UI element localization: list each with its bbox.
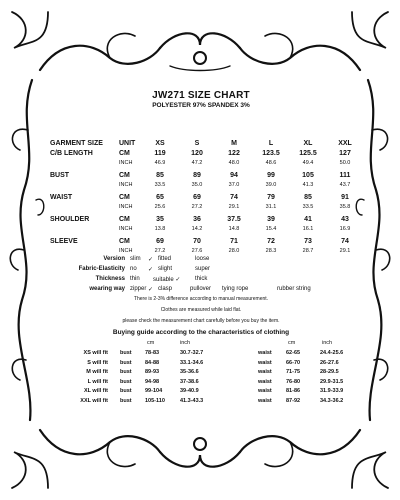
property-option: thick — [195, 276, 208, 282]
guide-waist-cm: 71-75 — [286, 369, 301, 375]
value-xs-inch: 13.8 — [154, 226, 166, 232]
value-xs-inch: 33.5 — [154, 182, 166, 188]
guide-bust-label: bust — [120, 369, 132, 375]
guide-bust-cm: 94-98 — [145, 378, 160, 385]
value-xl-cm: 105 — [302, 172, 314, 179]
value-xxl-inch: 29.1 — [339, 248, 351, 254]
guide-waist-cm: 62-65 — [286, 350, 301, 356]
note-difference: There is 2-3% difference according to manual measurement. — [133, 296, 269, 302]
value-s-inch: 27.6 — [191, 248, 203, 254]
value-m-cm: 71 — [230, 238, 238, 245]
measurement-row-inch — [40, 248, 362, 256]
property-label: Thickness — [95, 276, 125, 282]
unit-inch: INCH — [119, 226, 133, 232]
value-xxl-cm: 74 — [341, 238, 349, 245]
value-xs-inch: 46.9 — [154, 160, 166, 166]
guide-waist-inch: 26-27.6 — [320, 359, 339, 366]
size-xxl-header: XXL — [338, 140, 352, 147]
unit-inch: INCH — [119, 182, 133, 188]
property-option: thin — [130, 276, 140, 282]
property-option: pullover — [190, 286, 212, 292]
property-option: tying rope — [222, 286, 249, 292]
unit-cm: CM — [119, 172, 130, 179]
guide-waist-inch: 28-29.5 — [320, 369, 339, 375]
value-m-inch: 14.8 — [228, 226, 240, 232]
guide-waist-inch: 31.9-33.9 — [320, 388, 344, 394]
guide-bust-label: bust — [120, 397, 132, 404]
guide-bust-inch: 35-36.6 — [180, 369, 199, 375]
guide-bust-inch: 30.7-32.7 — [180, 350, 204, 356]
guide-waist-label: waist — [258, 369, 272, 375]
property-option: fitted — [158, 256, 172, 262]
guide-bust-label: bust — [120, 378, 132, 385]
value-l-cm: 99 — [267, 172, 275, 179]
value-xxl-cm: 111 — [339, 172, 351, 179]
measurement-row-inch — [40, 182, 362, 190]
unit-cm: CM — [119, 150, 130, 157]
guide-waist-label: waist — [258, 378, 272, 385]
guide-bust-cm: 105-110 — [145, 397, 165, 404]
guide-size-label: XL will fit — [83, 388, 108, 394]
value-s-cm: 36 — [193, 216, 201, 223]
unit-cm: CM — [119, 216, 130, 223]
guide-bust-cm-header: cm — [147, 340, 155, 346]
guide-bust-inch: 39-40.9 — [180, 388, 199, 394]
value-xxl-inch: 16.9 — [339, 226, 351, 232]
value-xl-inch: 16.1 — [302, 226, 314, 232]
garment-size-header: GARMENT SIZE — [50, 140, 103, 147]
guide-waist-cm: 66-70 — [286, 359, 301, 366]
check-mark-icon: ✓ — [148, 267, 154, 273]
guide-waist-label: waist — [258, 359, 272, 366]
value-m-inch: 37.0 — [228, 182, 240, 188]
property-option: slim — [130, 256, 141, 262]
value-m-inch: 48.0 — [228, 160, 240, 166]
value-l-cm: 79 — [267, 194, 275, 201]
value-s-cm: 89 — [193, 172, 201, 179]
value-xl-cm: 125.5 — [299, 150, 317, 157]
size-header-row — [40, 140, 362, 150]
value-xxl-cm: 91 — [341, 194, 349, 201]
measurement-row — [40, 150, 362, 160]
guide-size-label: XXL will fit — [80, 397, 108, 404]
size-l-header: L — [268, 140, 274, 147]
guide-bust-cm: 78-83 — [145, 350, 160, 356]
guide-waist-cm: 76-80 — [286, 378, 301, 385]
value-m-inch: 29.1 — [228, 204, 240, 210]
value-m-cm: 122 — [228, 150, 240, 157]
value-xxl-cm: 43 — [341, 216, 349, 223]
size-m-header: M — [231, 140, 237, 147]
value-xs-inch: 27.2 — [154, 248, 166, 254]
guide-waist-inch: 29.9-31.5 — [320, 378, 344, 385]
value-xl-inch: 41.3 — [302, 182, 314, 188]
unit-header: UNIT — [119, 140, 136, 147]
value-s-inch: 27.2 — [191, 204, 203, 210]
measurement-row — [40, 216, 362, 226]
property-option: rubber string — [277, 286, 311, 292]
value-l-cm: 72 — [267, 238, 275, 245]
property-option: loose — [195, 256, 210, 262]
guide-bust-cm: 84-88 — [145, 359, 160, 366]
value-l-inch: 28.3 — [265, 248, 277, 254]
value-xl-cm: 73 — [304, 238, 312, 245]
check-mark-icon: ✓ — [148, 257, 154, 263]
note-laid-flat: Clothes are measured while laid flat. — [160, 307, 242, 313]
value-l-cm: 123.5 — [262, 150, 280, 157]
value-l-inch: 48.6 — [265, 160, 277, 166]
measurement-label: SHOULDER — [50, 216, 90, 223]
guide-waist-inch: 34.3-36.2 — [320, 397, 344, 404]
guide-bust-cm: 89-93 — [145, 369, 160, 375]
guide-bust-label: bust — [120, 388, 132, 394]
guide-size-label: L will fit — [87, 378, 108, 385]
value-l-inch: 31.1 — [265, 204, 277, 210]
value-s-inch: 14.2 — [191, 226, 203, 232]
guide-bust-cm: 99-104 — [145, 388, 163, 394]
property-option: suitable ✓ — [153, 277, 181, 283]
guide-bust-label: bust — [120, 350, 132, 356]
guide-waist-cm: 81-86 — [286, 388, 301, 394]
property-option: slight — [158, 266, 173, 272]
measurement-row — [40, 194, 362, 204]
measurement-label: SLEEVE — [50, 238, 78, 245]
value-xs-inch: 25.6 — [154, 204, 166, 210]
guide-bust-inch: 41.3-43.3 — [180, 397, 204, 404]
value-s-cm: 70 — [193, 238, 201, 245]
unit-cm: CM — [119, 238, 130, 245]
value-xxl-inch: 43.7 — [339, 182, 351, 188]
measurement-row — [40, 172, 362, 182]
value-xl-inch: 33.5 — [302, 204, 314, 210]
value-xs-cm: 69 — [156, 238, 164, 245]
guide-waist-cm: 87-92 — [286, 397, 301, 404]
value-l-inch: 39.0 — [265, 182, 277, 188]
unit-inch: INCH — [119, 160, 133, 166]
measurement-row-inch — [40, 204, 362, 212]
guide-bust-inch: 33.1-34.6 — [180, 359, 204, 366]
measurement-label: BUST — [50, 172, 70, 179]
value-l-cm: 39 — [267, 216, 275, 223]
size-xs-header: XS — [155, 140, 165, 147]
guide-waist-inch-header: inch — [322, 340, 333, 346]
value-s-inch: 35.0 — [191, 182, 203, 188]
value-xxl-cm: 127 — [339, 150, 351, 157]
value-xs-cm: 35 — [156, 216, 164, 223]
size-s-header: S — [194, 140, 200, 147]
property-label: Version — [103, 256, 125, 262]
measurement-row-inch — [40, 160, 362, 168]
value-m-inch: 28.0 — [228, 248, 240, 254]
guide-waist-label: waist — [258, 388, 272, 394]
guide-waist-inch: 24.4-25.6 — [320, 350, 344, 356]
value-s-inch: 47.2 — [191, 160, 203, 166]
property-option: zipper — [130, 286, 147, 292]
buying-guide-title: Buying guide according to the characteristics of clothing — [112, 329, 290, 336]
value-xxl-inch: 50.0 — [339, 160, 351, 166]
value-s-cm: 120 — [191, 150, 203, 157]
guide-size-label: S will fit — [87, 359, 108, 366]
property-label: Fabric-Elasticity — [78, 266, 125, 272]
measurement-label: WAIST — [50, 194, 73, 201]
unit-inch: INCH — [119, 204, 133, 210]
value-s-cm: 69 — [193, 194, 201, 201]
size-chart — [40, 78, 362, 450]
unit-inch: INCH — [119, 248, 133, 254]
value-m-cm: 74 — [230, 194, 238, 201]
guide-size-label: M will fit — [86, 369, 108, 375]
guide-size-label: XS will fit — [83, 350, 108, 356]
property-label: wearing way — [89, 286, 125, 292]
guide-waist-label: waist — [258, 397, 272, 404]
value-m-cm: 94 — [230, 172, 238, 179]
check-mark-icon: ✓ — [148, 287, 154, 293]
value-xs-cm: 85 — [156, 172, 164, 179]
guide-bust-inch-header: inch — [180, 340, 191, 346]
value-xs-cm: 65 — [156, 194, 164, 201]
property-option: no — [130, 266, 137, 272]
size-xl-header: XL — [303, 140, 313, 147]
value-xl-cm: 41 — [304, 216, 312, 223]
guide-waist-cm-header: cm — [288, 340, 296, 346]
guide-bust-inch: 37-38.6 — [180, 378, 199, 385]
value-xs-cm: 119 — [154, 150, 166, 157]
note-check-chart: please check the measurement chart carefully before you buy the item. — [122, 318, 280, 324]
value-xxl-inch: 35.8 — [339, 204, 351, 210]
unit-cm: CM — [119, 194, 130, 201]
value-xl-inch: 28.7 — [302, 248, 314, 254]
measurement-row-inch — [40, 226, 362, 234]
fabric-composition: POLYESTER 97% SPANDEX 3% — [152, 102, 250, 109]
guide-bust-label: bust — [120, 359, 132, 366]
measurement-label: C/B LENGTH — [50, 150, 93, 157]
value-xl-inch: 49.4 — [302, 160, 314, 166]
value-l-inch: 15.4 — [265, 226, 277, 232]
value-xl-cm: 85 — [304, 194, 312, 201]
value-m-cm: 37.5 — [227, 216, 241, 223]
property-option: clasp — [158, 286, 173, 292]
guide-waist-label: waist — [258, 350, 272, 356]
property-option: super — [195, 266, 211, 272]
chart-title: JW271 SIZE CHART — [152, 90, 250, 101]
measurement-row — [40, 238, 362, 248]
